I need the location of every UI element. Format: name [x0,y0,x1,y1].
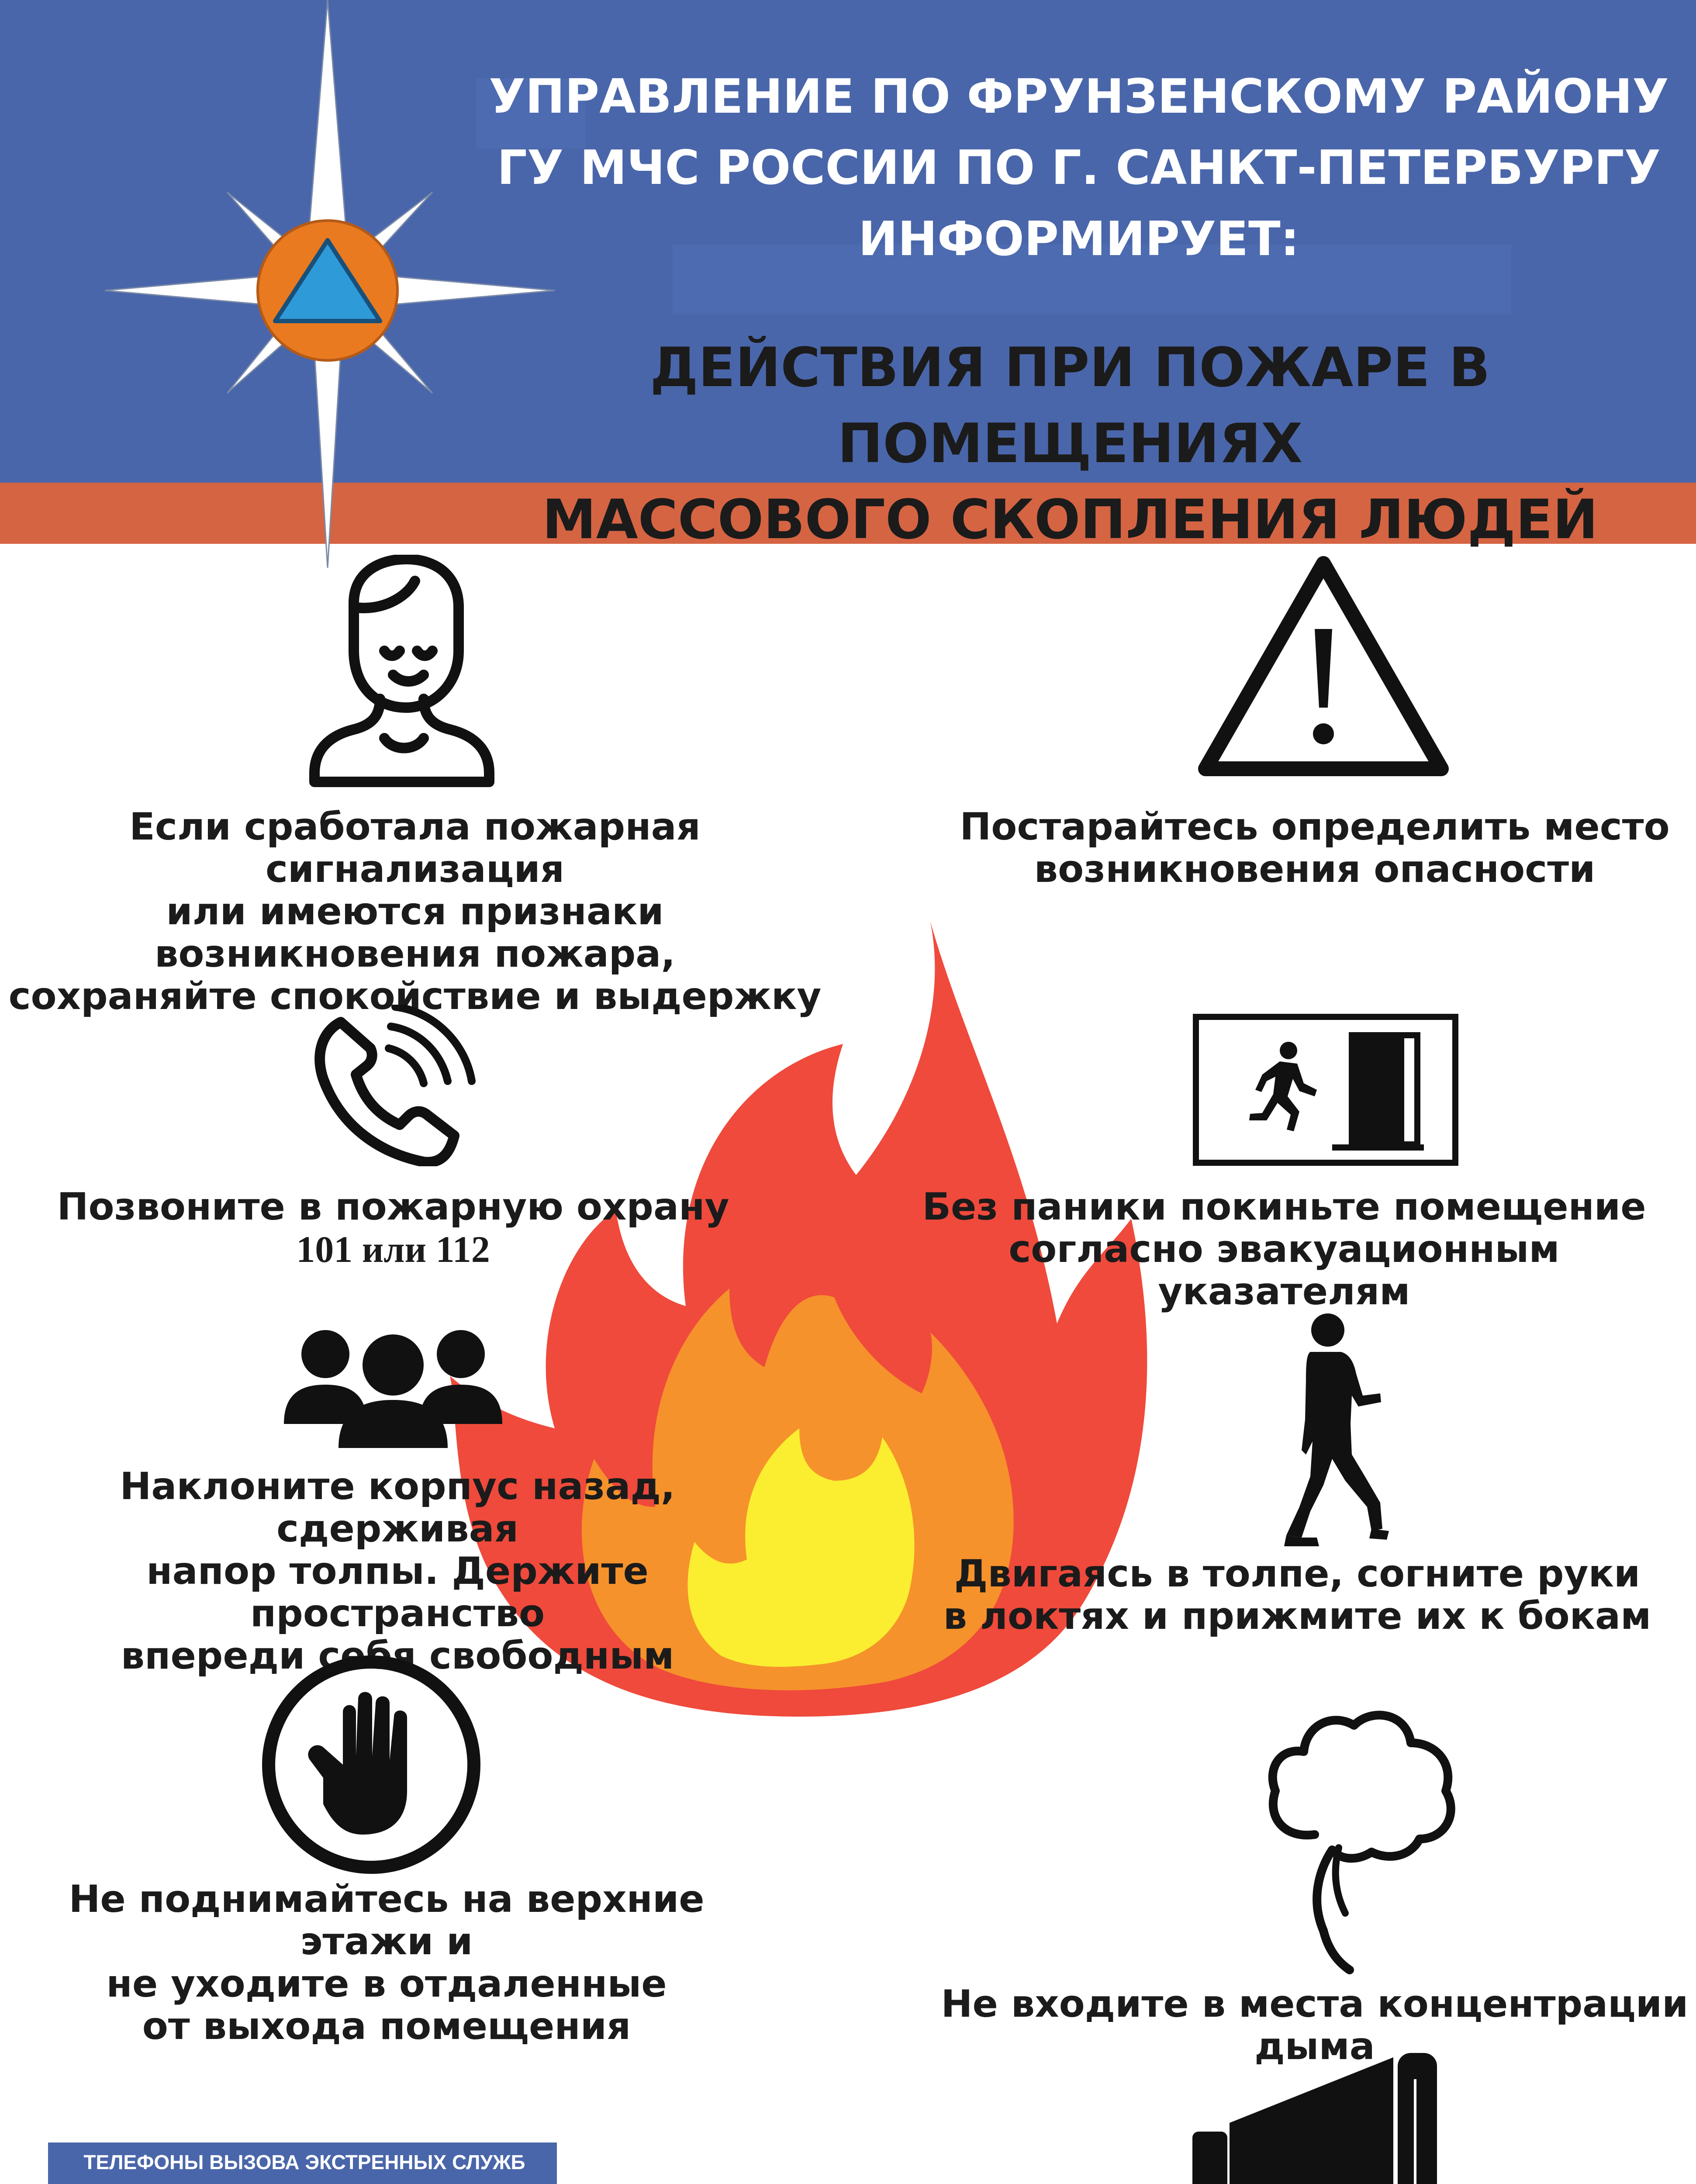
smoke-icon [1262,1704,1463,1974]
phones-header: ТЕЛЕФОНЫ ВЫЗОВА ЭКСТРЕННЫХ СЛУЖБ [83,2151,525,2174]
stop-hand-icon [258,1651,485,1878]
header-line: ГУ МЧС РОССИИ ПО Г. САНКТ-ПЕТЕРБУРГУ [497,141,1661,195]
right-caption-1: Постарайтесь определить место возникновения опасности [960,805,1670,891]
megaphone-icon [1188,2053,1450,2184]
header-line: УПРАВЛЕНИЕ ПО ФРУНЗЕНСКОМУ РАЙОНУ [489,69,1669,124]
walking-man-icon [1275,1310,1415,1555]
header-line: ИНФОРМИРУЕТ: [858,212,1299,266]
right-caption-2: Без паники покиньте помещение согласно эвакуационным указателям [922,1185,1646,1313]
left-caption-4: Не поднимайтесь на верхние этажи и не уходите в отдаленные от выхода помещения [69,1877,705,2048]
page-title [463,330,1677,558]
crowd-icon [280,1324,507,1450]
warning-icon [1197,555,1450,778]
title-line: МАССОВОГО СКОПЛЕНИЯ ЛЮДЕЙ [542,488,1598,551]
left-caption-2: Позвоните в пожарную охрану 101 или 112 [0,1186,786,1271]
right-caption-4: Не входите в места концентрации дыма [941,1982,1689,2068]
exit-sign-icon [1192,1013,1459,1166]
left-caption-3: Наклоните корпус назад, сдерживая напор толпы. Держите пространство впереди себя свободным [120,1465,675,1678]
header-organization [480,61,1677,275]
title-line: ДЕЙСТВИЯ ПРИ ПОЖАРЕ В ПОМЕЩЕНИЯХ [650,336,1490,475]
emergency-phones-table [48,2143,557,2184]
emergency-numbers: 101 или 112 [296,1228,490,1270]
left-caption-1: Если сработала пожарная сигнализация или имеются признаки возникновения пожара, сохраняйте спокойствие и выдержку [8,805,822,1018]
right-caption-3: Двигаясь в толпе, согните руки в локтях и прижмите их к бокам [943,1552,1651,1638]
phone-icon [314,1005,480,1166]
calm-person-icon [306,555,498,791]
